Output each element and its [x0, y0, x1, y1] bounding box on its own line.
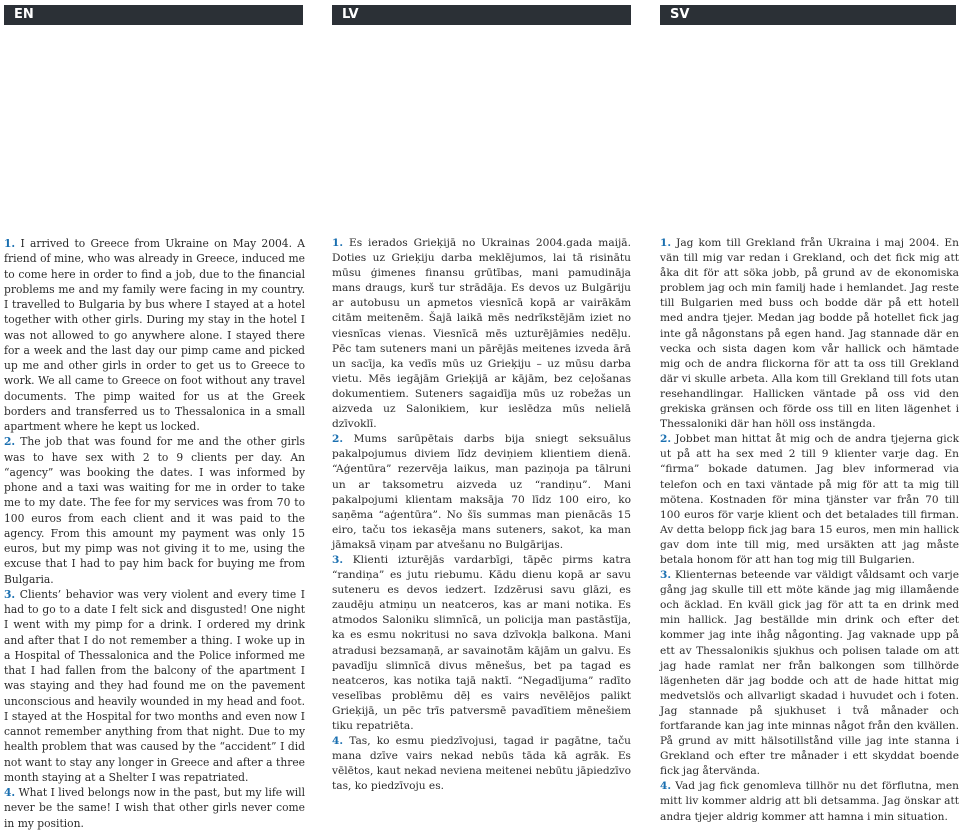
language-header-sv: SV	[660, 5, 956, 25]
paragraph-number: 2.	[4, 435, 16, 449]
paragraph-en-3	[4, 587, 305, 785]
paragraph-number: 1.	[4, 237, 16, 250]
paragraph-number: 3.	[4, 587, 16, 601]
paragraph-text: Jobbet man hittat åt mig och de andra tjejerna gick ut på att ha sex med 2 till 9 klienter varje dag. En “firma” bokade datumen. Jag blev informerad via telefon och en taxi väntade på mig för att ta mig till mötena. Kostnaden för mina tjänster var från 70 till 100 euros för varje klient och det betalades till firman. Av detta belopp fick jag bara 15 euros, men min hallick gav dom inte till mig, med ursäkten att jag måste betala honom för att han tog mig till Bulgarien.	[660, 433, 959, 566]
paragraph-text: I arrived to Greece from Ukraine on May 2004. A friend of mine, who was already in Greece, induced me to come here in order to find a job, due to the financial problems me and my family were facing in my country. I travelled to Bulgaria by bus where I stayed at a hotel together with other girls. During my stay in the hotel I was not allowed to go anywhere alone. I stayed there for a week and the last day our pimp came and picked up me and other girls in order to get us to Greece to work. We all came to Greece on foot without any travel documents. The pimp waited for us at the Greek borders and transferred us to Thessalonica in a small apartment where he kept us locked.	[4, 237, 305, 433]
paragraph-text: Vad jag fick genomleva tillhör nu det förflutna, men mitt liv kommer aldrig att bli detsamma. Jag önskar att andra tjejer aldrig kommer att hamna i min situation.	[660, 780, 959, 823]
paragraph-number: 2.	[332, 433, 344, 446]
text-column-sv	[660, 236, 959, 825]
paragraph-text: Es ierados Grieķijā no Ukrainas 2004.gada maijā. Doties uz Grieķiju darba meklējumos, lai tā risinātu mūsu ģimenes finansu grūtības, mani pamudināja mans draugs, kurš tur strādāja. Es devos uz Bulgāriju ar autobusu un apmetos viesnīcā kopā ar vairākām citām meitenēm. Šajā laikā mēs nedrīkstējām iziet no viesnīcas vienas. Viesnīcā mēs uzturējāmies nedēļu. Pēc tam suteners mani un pārējās meitenes izveda ārā un sacīja, ka vedīs mūs uz Grieķiju – uz mūsu darba vietu. Mēs iegājām Grieķijā ar kājām, bez ceļošanas dokumentiem. Suteners sagaidīja mūs uz robežas un aizveda uz Salonikiem, kur ieslēdza mūs nelielā dzīvoklī.	[332, 237, 631, 431]
paragraph-number: 3.	[660, 569, 672, 582]
paragraph-number: 1.	[660, 237, 672, 249]
paragraph-text: Tas, ko esmu piedzīvojusi, tagad ir pagātne, taču mana dzīve vairs nekad nebūs tāda kā agrāk. Es vēlētos, kaut nekad neviena meitenei nebūtu jāpiedzīvo tas, ko piedzīvoju es.	[332, 735, 631, 793]
language-header-en: EN	[4, 5, 303, 25]
paragraph-text: Mums sarūpētais darbs bija sniegt seksuālus pakalpojumus diviem līdz deviņiem klientiem dienā. “Aģentūra” rezervēja laikus, man paziņoja pa tālruni un ar taksometru aizveda uz “randiņu”. Mani pakalpojumi klientam maksāja 70 līdz 100 eiro, ko saņēma “aģentūra”. No šīs summas man pienācās 15 eiro, taču tos iekasēja mans suteners, sakot, ka man jāmaksā viņam par atvešanu no Bulgārijas.	[332, 433, 631, 551]
paragraph-sv-4	[660, 779, 959, 824]
paragraph-lv-3	[332, 553, 631, 734]
paragraph-number: 4.	[660, 780, 672, 793]
paragraph-number: 4.	[4, 786, 16, 799]
paragraph-en-4	[4, 785, 305, 831]
paragraph-en-1	[4, 236, 305, 434]
paragraph-text: Klienti izturējās vardarbīgi, tāpēc pirms katra “randiņa” es jutu riebumu. Kādu dienu kopā ar savu suteneru es devos iedzert. Izdzērusi savu glāzi, es zaudēju atmiņu un neatceros, kas ar mani notika. Es atmodos Saloniku slimnīcā, un policija man pastāstīja, ka es esmu nokritusi no sava dzīvokļa balkona. Mani atradusi bezsamaņā, ar savainotām kājām un galvu. Es pavadīju slimnīcā divus mēnešus, bet pa tagad es neatceros, kas notika tajā naktī. “Negadījuma” radīto veselības problēmu dēļ es vairs nevēlējos palikt Grieķijā, un pēc trīs patversmē pavadītiem mēnešiem tiku repatriēta.	[332, 553, 631, 732]
paragraph-text: The job that was found for me and the other girls was to have sex with 2 to 9 clients per day. An “agency” was booking the dates. I was informed by phone and a taxi was waiting for me in order to take me to my date. The fee for my services was from 70 to 100 euros from each client and it was paid to the agency. From this amount my payment was only 15 euros, but my pimp was not giving it to me, using the excuse that I had to pay him back for buying me from Bulgaria.	[4, 435, 305, 586]
paragraph-sv-1	[660, 236, 959, 432]
paragraph-lv-1	[332, 236, 631, 432]
paragraph-lv-2	[332, 432, 631, 553]
paragraph-number: 1.	[332, 237, 344, 249]
paragraph-number: 4.	[332, 735, 344, 748]
language-header-lv: LV	[332, 5, 631, 25]
paragraph-text: What I lived belongs now in the past, but my life will never be the same! I wish that other girls never come in my position.	[4, 786, 305, 830]
text-column-lv	[332, 236, 631, 794]
paragraph-number: 3.	[332, 553, 344, 566]
paragraph-lv-4	[332, 734, 631, 794]
paragraph-en-2	[4, 434, 305, 587]
paragraph-text: Klienternas beteende var väldigt våldsamt och varje gång jag skulle till ett möte kände jag mig illamående och äcklad. En kväll gick jag för att ta en drink med min hallick. Jag beställde min drink och efter det kommer jag inte ihåg någonting. Jag vaknade upp på ett av Thessalonikis sjukhus och polisen talade om att jag hade ramlat ner från balkongen som tillhörde lägenheten där jag bodde och att de hade hittat mig medvetslös och allvarligt skadad i huvudet och i foten. Jag stannade på sjukhuset i två månader och fortfarande kan jag inte minnas något från den kvällen. På grund av mitt hälsotillstånd ville jag inte stanna i Grekland och efter tre månader i ett skyddat boende fick jag återvända.	[660, 569, 959, 778]
paragraph-sv-3	[660, 568, 959, 779]
text-column-en	[4, 236, 305, 831]
paragraph-sv-2	[660, 432, 959, 568]
paragraph-number: 2.	[660, 433, 672, 446]
paragraph-text: Clients’ behavior was very violent and every time I had to go to a date I felt sick and disgusted! One night I went with my pimp for a drink. I ordered my drink and after that I do not remember a thing. I woke up in a Hospital of Thessalonica and the Police informed me that I had fallen from the balcony of the apartment I was staying and they had found me on the pavement unconscious and heavily wounded in my head and foot. I stayed at the Hospital for two months and even now I cannot remember anything from that night. Due to my health problem that was caused by the “accident” I did not want to stay any longer in Greece and after a three month staying at a Shelter I was repatriated.	[4, 587, 305, 784]
paragraph-text: Jag kom till Grekland från Ukraina i maj 2004. En vän till mig var redan i Grekland, och det fick mig att åka dit för att söka jobb, på grund av de ekonomiska problem jag och min familj hade i hemlandet. Jag reste till Bulgarien med buss och bodde där på ett hotell med andra tjejer. Medan jag bodde på hotellet fick jag inte gå någonstans på egen hand. Jag stannade där en vecka och sista dagen kom vår hallick och hämtade mig och de andra flickorna för att ta oss till Grekland där vi skulle arbeta. Alla kom till Grekland till fots utan resehandlingar. Hallicken väntade på oss vid den grekiska gränsen och förde oss till en liten lägenhet i Thessaloniki där han höll oss instängda.	[660, 237, 959, 431]
